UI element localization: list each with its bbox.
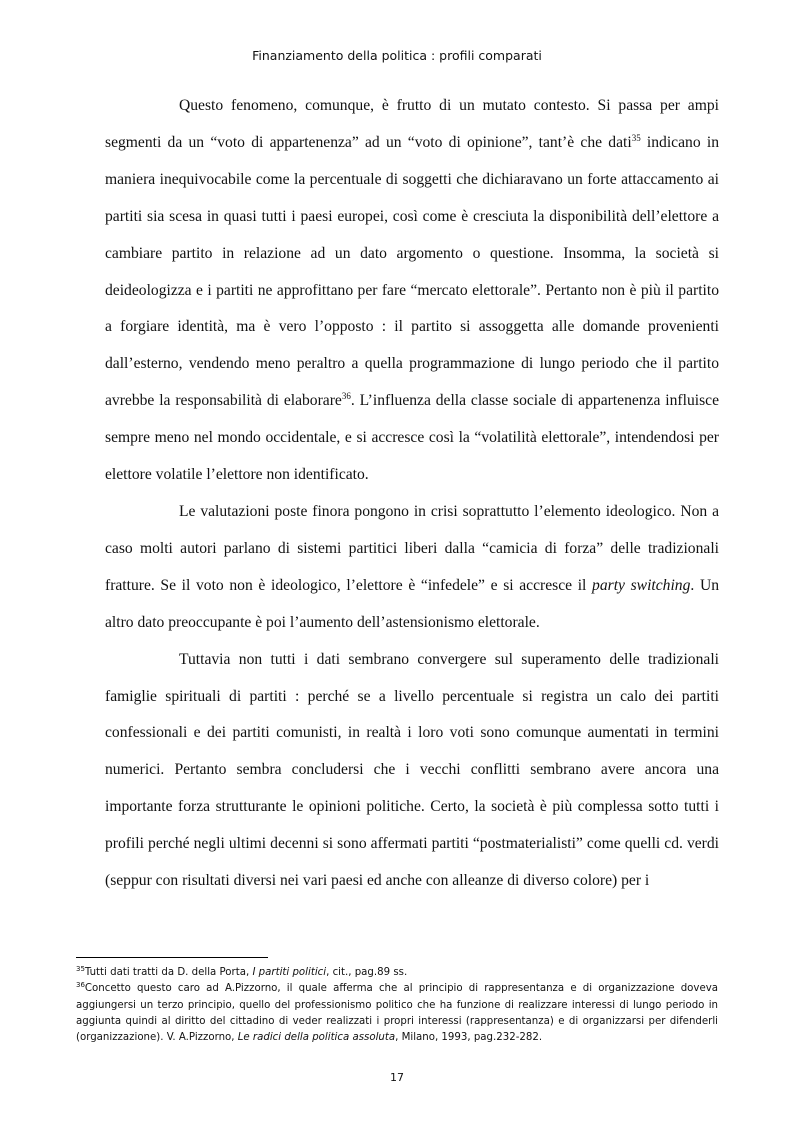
footnote-ref-36: 36 [341,391,351,402]
paragraph [105,88,719,494]
footnote-separator [76,957,268,958]
text-run: , Milano, 1993, pag.232-282. [395,1032,543,1044]
main-text [105,88,719,900]
text-run: indicano in maniera inequivocabile come la percentuale di soggetti che dichiaravano un forte attaccamento ai partiti sia scesa in quasi tutti i paesi europei, così come è cresciuta la disponibilità dell’elettore a cambiare partito in relazione ad un dato argomento o questione. Insomma, la società si deideologizza e i partiti ne approfittano per fare “mercato elettorale”. Pertanto non è più il partito a forgiare identità, ma è vero l’opposto : il partito si assoggetta alle domande provenienti dall’esterno, vendendo meno peraltro a quella programmazione di lungo periodo che il partito avrebbe la responsabilità di elaborare [105,133,719,410]
text-run: . Un altro dato preoccupante è poi l’aumento dell’astensionismo elettorale. [105,576,720,631]
footnote-number: 35 [76,965,85,973]
text-run: , cit., pag.89 ss. [326,967,408,978]
footnote-36 [76,981,718,1046]
footnotes [76,965,718,1046]
italic-title: Le radici della politica assoluta [237,1032,396,1044]
paragraph [105,494,719,642]
footnote-ref-35: 35 [631,132,641,143]
footnote-35 [76,965,718,981]
text-run: Tutti dati tratti da D. della Porta, [84,967,253,978]
paragraph [105,642,719,900]
text-run: Tuttavia non tutti i dati sembrano convergere sul superamento delle tradizionali famiglie spirituali di partiti : perché se a livello percentuale si registra un calo dei partiti confessionali e dei partiti comunisti, in realtà i loro voti sono comunque aumentati in termini numerici. Pertanto sembra concludersi che i vecchi conflitti sembrano avere ancora una importante forza strutturante le opinioni politiche. Certo, la società è più complessa sotto tutti i profili perché negli ultimi decenni si sono affermati partiti “postmaterialisti” come quelli cd. verdi (seppur con risultati diversi nei vari paesi ed anche con alleanze di diverso colore) per i [105,650,719,890]
text-run: Le valutazioni poste finora pongono in crisi soprattutto l’elemento ideologico. Non a caso molti autori parlano di sistemi partitici liberi dalla “camicia di forza” delle tradizionali fratture. Se il voto non è ideologico, l’elettore è “infedele” e si accresce il [105,502,719,594]
page-number: 17 [390,1071,404,1084]
footnote-number: 36 [76,981,85,990]
running-header: Finanziamento della politica : profili comparati [252,48,542,63]
italic-term: party switching [592,576,691,594]
italic-title: I partiti politici [252,967,327,978]
text-run: Concetto questo caro ad A.Pizzorno, il quale afferma che al principio di rappresentanza e di organizzazione doveva aggiungersi un terzo principio, quello del professionismo politico che ha funzione di realizzare interessi di lungo periodo in aggiunta quindi al diritto del cittadino di veder realizzati i propri interessi (rappresentanza) e di organizzarsi per difenderli (organizzazione). V. A.Pizzorno, [76,983,718,1044]
text-run: . L’influenza della classe sociale di appartenenza influisce sempre meno nel mondo occidentale, e si accresce così la “volatilità elettorale”, intendendosi per elettore volatile l’elettore non identificato. [105,392,719,484]
text-run: Questo fenomeno, comunque, è frutto di un mutato contesto. Si passa per ampi segmenti da un “voto di appartenenza” ad un “voto di opinione”, tant’è che dati [105,97,719,151]
